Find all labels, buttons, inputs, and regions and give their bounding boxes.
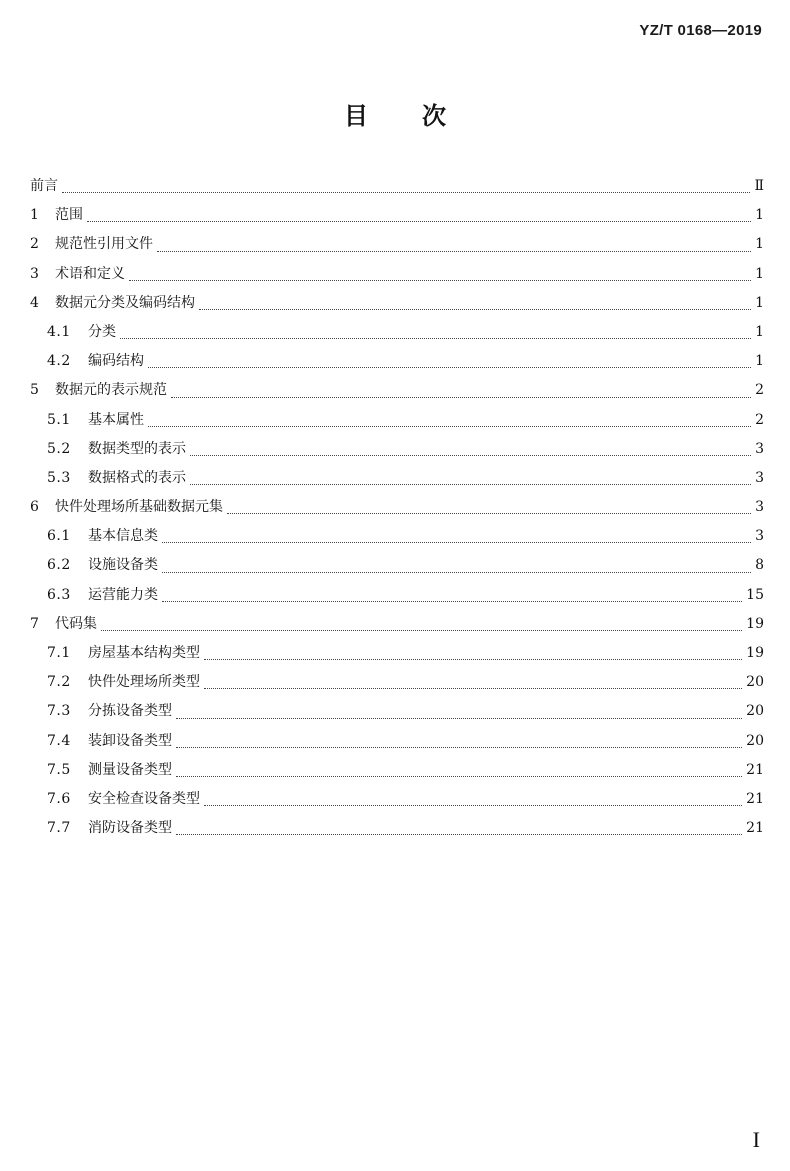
toc-entry-number: 6.1 <box>47 528 71 545</box>
toc-entry-label: 安全检查设备类型 <box>88 790 200 807</box>
toc-entry[interactable] <box>30 289 764 318</box>
toc-entry[interactable] <box>30 756 764 785</box>
toc-entry[interactable] <box>30 727 764 756</box>
toc-entry[interactable] <box>30 668 764 697</box>
toc-dot-leader <box>162 522 751 551</box>
toc-entry-number: 7.7 <box>47 820 71 837</box>
toc-entry-page-number: 3 <box>755 499 764 516</box>
toc-dot-leader <box>162 551 751 580</box>
toc-entry-label: 快件处理场所基础数据元集 <box>55 499 223 516</box>
toc-entry[interactable] <box>30 697 764 726</box>
toc-entry-page-number: 20 <box>746 732 764 749</box>
toc-entry-label: 范围 <box>55 207 83 224</box>
toc-entry-label: 数据类型的表示 <box>88 440 186 457</box>
toc-entry[interactable] <box>30 435 764 464</box>
toc-dot-leader <box>176 727 742 756</box>
toc-entry-number: 6.3 <box>47 586 71 603</box>
toc-entry-page-number: 19 <box>746 645 764 661</box>
toc-entry-page-number: 1 <box>755 236 764 253</box>
toc-dot-leader <box>162 581 742 610</box>
toc-entry-number: 6.2 <box>47 557 71 574</box>
toc-entry[interactable] <box>30 172 764 201</box>
page-folio: I <box>752 1127 760 1152</box>
toc-dot-leader <box>129 260 751 289</box>
toc-entry-number: 5.2 <box>47 440 71 457</box>
toc-entry-page-number: 1 <box>755 265 764 282</box>
title-char-1: 目 <box>344 102 368 130</box>
toc-dot-leader <box>176 814 742 843</box>
toc-dot-leader <box>204 785 742 814</box>
toc-entry[interactable] <box>30 493 764 522</box>
title-char-2: 次 <box>422 102 446 130</box>
toc-dot-leader <box>148 347 751 376</box>
toc-entry-page-number: 21 <box>746 790 764 807</box>
toc-dot-leader <box>87 201 751 230</box>
toc-entry-number: 5 <box>30 382 39 399</box>
toc-entry-label: 装卸设备类型 <box>88 732 172 749</box>
toc-entry-label: 数据元分类及编码结构 <box>55 294 195 311</box>
toc-entry-label: 数据元的表示规范 <box>55 382 167 399</box>
toc-entry-number: 4.2 <box>47 353 71 370</box>
toc-dot-leader <box>204 668 742 697</box>
toc-dot-leader <box>204 639 742 668</box>
toc-entry-label: 测量设备类型 <box>88 761 172 778</box>
page-title <box>0 96 790 131</box>
toc-entry-label: 快件处理场所类型 <box>88 674 200 691</box>
toc-entry-page-number: 1 <box>755 353 764 370</box>
toc-entry-label: 基本信息类 <box>88 528 158 545</box>
toc-dot-leader <box>227 493 751 522</box>
toc-entry-page-number: 19 <box>746 615 764 632</box>
toc-entry-label: 编码结构 <box>88 353 144 370</box>
toc-entry-number: 2 <box>30 236 39 253</box>
toc-entry-label: 房屋基本结构类型 <box>88 645 200 661</box>
toc-entry-number: 3 <box>30 265 39 282</box>
toc-entry-label: 运营能力类 <box>88 586 158 603</box>
toc-entry-number: 1 <box>30 207 39 224</box>
toc-entry[interactable] <box>30 522 764 551</box>
toc-entry-number: 7.2 <box>47 674 71 691</box>
toc-dot-leader <box>171 376 751 405</box>
toc-entry[interactable] <box>30 406 764 435</box>
toc-entry[interactable] <box>30 814 764 843</box>
toc-entry-label: 设施设备类 <box>88 557 158 574</box>
toc-entry-page-number: 21 <box>746 820 764 837</box>
toc-entry[interactable] <box>30 785 764 814</box>
toc-entry-label: 前言 <box>30 178 58 194</box>
toc-dot-leader <box>190 435 751 464</box>
toc-entry-number: 4 <box>30 294 39 311</box>
toc-entry-number: 7 <box>30 615 39 632</box>
toc-entry[interactable] <box>30 464 764 493</box>
toc-entry-label: 术语和定义 <box>55 265 125 282</box>
toc-entry-number: 5.1 <box>47 411 71 428</box>
toc-dot-leader <box>62 172 750 201</box>
toc-dot-leader <box>199 289 751 318</box>
toc-entry-label: 数据格式的表示 <box>88 469 186 486</box>
toc-entry-page-number: 2 <box>755 411 764 428</box>
toc-dot-leader <box>120 318 751 347</box>
toc-entry[interactable] <box>30 376 764 405</box>
toc-entry-page-number: 2 <box>755 382 764 399</box>
toc-entry-page-number: 20 <box>746 674 764 691</box>
toc-entry-page-number: 3 <box>755 469 764 486</box>
toc-entry[interactable] <box>30 318 764 347</box>
toc-entry[interactable] <box>30 551 764 580</box>
toc-entry-label: 代码集 <box>55 615 97 632</box>
toc-entry-number: 5.3 <box>47 469 71 486</box>
toc-entry-page-number: 8 <box>755 557 764 574</box>
toc-entry-number: 7.3 <box>47 703 71 720</box>
standard-code: YZ/T 0168—2019 <box>639 22 762 39</box>
toc-entry-page-number: 3 <box>755 440 764 457</box>
toc-dot-leader <box>176 756 742 785</box>
toc-entry-page-number: Ⅱ <box>754 178 764 194</box>
toc-entry-label: 消防设备类型 <box>88 820 172 837</box>
toc-entry-page-number: 21 <box>746 761 764 778</box>
toc-entry-label: 基本属性 <box>88 411 144 428</box>
toc-dot-leader <box>101 610 742 639</box>
toc-entry[interactable] <box>30 610 764 639</box>
toc-dot-leader <box>148 406 751 435</box>
toc-entry-number: 7.6 <box>47 790 71 807</box>
toc-entry-label: 分拣设备类型 <box>88 703 172 720</box>
toc-entry-label: 分类 <box>88 323 116 340</box>
toc-entry-number: 7.1 <box>47 645 71 661</box>
toc-entry[interactable] <box>30 639 764 668</box>
toc-entry[interactable] <box>30 230 764 259</box>
toc-entry-number: 6 <box>30 499 39 516</box>
toc-entry-page-number: 1 <box>755 207 764 224</box>
toc-entry[interactable] <box>30 581 764 610</box>
toc-entry-page-number: 1 <box>755 323 764 340</box>
toc-entry-page-number: 3 <box>755 528 764 545</box>
toc-entry[interactable] <box>30 201 764 230</box>
toc-dot-leader <box>190 464 751 493</box>
table-of-contents <box>30 172 764 843</box>
toc-entry-page-number: 20 <box>746 703 764 720</box>
toc-dot-leader <box>176 697 742 726</box>
toc-entry[interactable] <box>30 260 764 289</box>
toc-entry-page-number: 15 <box>746 586 764 603</box>
toc-entry-label: 规范性引用文件 <box>55 236 153 253</box>
toc-entry-number: 7.5 <box>47 761 71 778</box>
toc-entry-page-number: 1 <box>755 294 764 311</box>
toc-entry-number: 7.4 <box>47 732 71 749</box>
toc-dot-leader <box>157 230 751 259</box>
toc-entry[interactable] <box>30 347 764 376</box>
toc-entry-number: 4.1 <box>47 323 71 340</box>
